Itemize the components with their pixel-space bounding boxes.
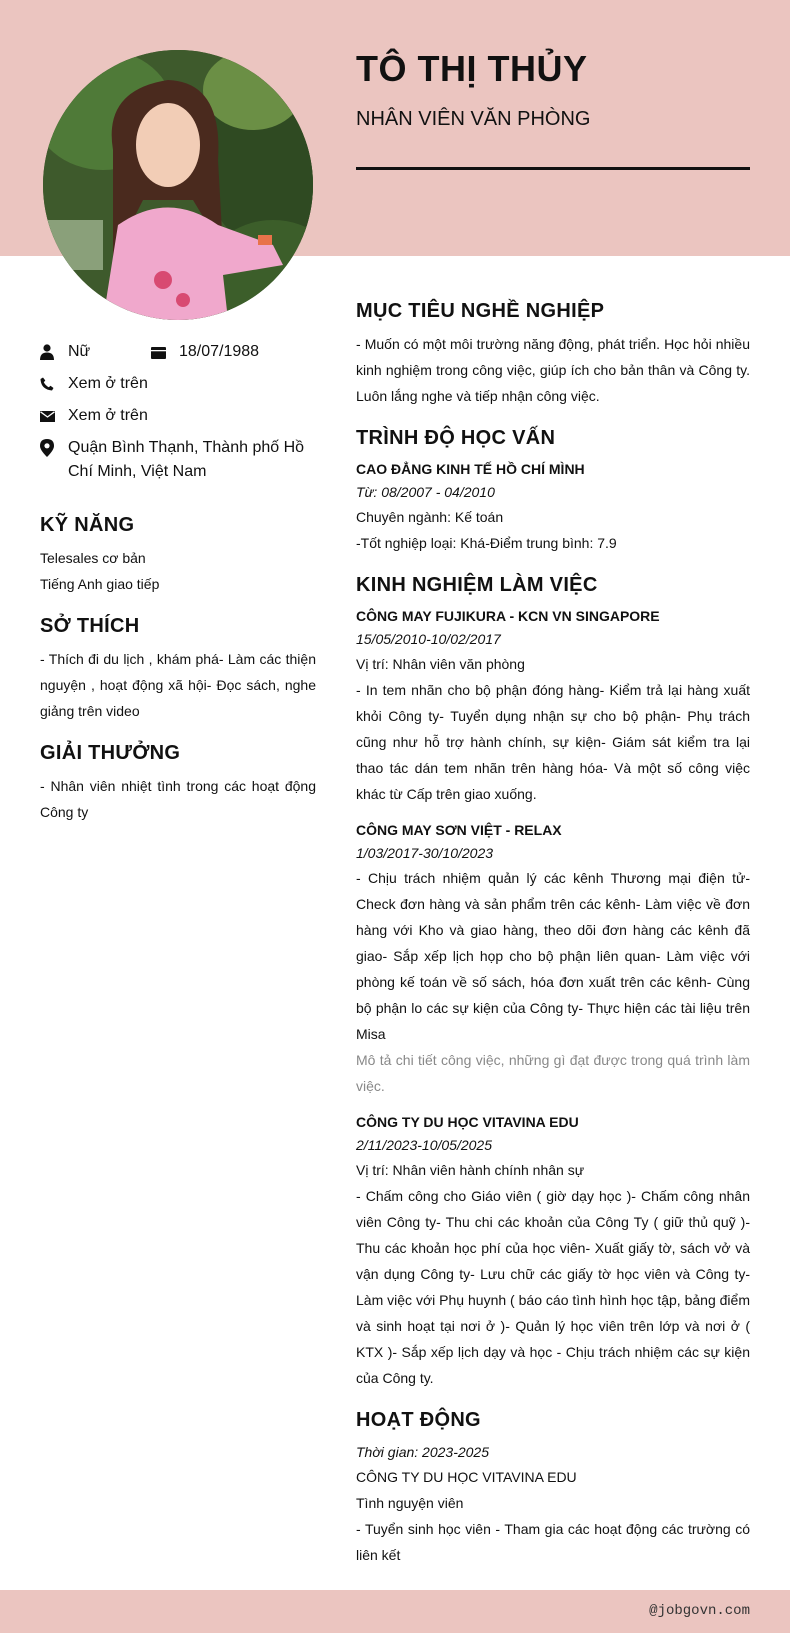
job-note: Mô tả chi tiết công việc, những gì đạt được trong quá trình làm việc. — [356, 1052, 750, 1094]
left-column — [40, 340, 316, 825]
awards-text: - Nhân viên nhiệt tình trong các hoạt động Công ty — [40, 778, 316, 820]
job-description: - Chấm công cho Giáo viên ( giờ dạy học )- Chấm công nhân viên Công ty- Thu chi các khoản của Công Ty ( giữ thủ quỹ )- Thu các khoản học phí của học viên- Xuất giấy tờ, sách vở và vận dụng Công ty- Lưu chữ các giấy tờ học viên và Công ty- Làm việc với Phụ huynh ( báo cáo tình hình học tập, bảng điểm và sinh hoạt tại nơi ở )- Quản lý học viên trên lớp và nơi ở ( KTX )- Sắp xếp lịch dạy và học - Chịu trách nhiệm các sự kiện của Công ty. — [356, 1188, 750, 1386]
skills-section — [40, 514, 316, 597]
education-grade: -Tốt nghiệp loại: Khá-Điểm trung bình: 7.9 — [356, 535, 617, 551]
activity-org: CÔNG TY DU HỌC VITAVINA EDU — [356, 1469, 577, 1485]
job-description: - Chịu trách nhiệm quản lý các kênh Thương mại điện tử- Check đơn hàng và sản phẩm trên các kênh- Làm việc về đơn hàng với Kho và giao hàng, theo dõi đơn hàng các kênh đã giao- Sắp xếp lịch họp cho bộ phận liên quan- Làm việc với phòng kế toán về số sách, hóa đơn xuất trên các kênh- Cùng bộ phận lo các sự kiện của Công ty- Thực hiện các tài liệu trên Misa — [356, 870, 750, 1042]
school-name: CAO ĐẲNG KINH TẾ HỒ CHÍ MÌNH — [356, 461, 585, 477]
calendar-icon — [151, 340, 179, 364]
job-entry — [356, 819, 750, 1099]
job-position: Vị trí: Nhân viên hành chính nhân sự — [356, 1162, 585, 1178]
job-company: CÔNG MAY SƠN VIỆT - RELAX — [356, 822, 562, 838]
job-period: 1/03/2017-30/10/2023 — [356, 845, 494, 861]
gender-birthdate-row — [40, 340, 316, 364]
candidate-name: TÔ THỊ THỦY — [356, 48, 588, 89]
objective-text: - Muốn có một môi trường năng động, phát triển. Học hỏi nhiều kinh nghiệm trong công việc, giúp ích cho bản thân và Công ty. Luôn lắng nghe và tiếp nhận công việc. — [356, 336, 750, 404]
phone-icon — [40, 372, 68, 396]
job-entry — [356, 605, 750, 807]
experience-title: KINH NGHIỆM LÀM VIỆC — [356, 574, 598, 596]
phone-row — [40, 372, 316, 396]
job-company: CÔNG TY DU HỌC VITAVINA EDU — [356, 1114, 579, 1130]
address-row — [40, 436, 316, 484]
person-icon — [40, 340, 68, 364]
hobbies-text: - Thích đi du lịch , khám phá- Làm các thiện nguyện , hoạt động xã hội- Đọc sách, nghe giảng trên video — [40, 651, 316, 719]
right-column — [356, 300, 750, 1586]
job-period: 2/11/2023-10/05/2025 — [356, 1137, 492, 1153]
gender-value: Nữ — [68, 343, 91, 360]
job-description: - In tem nhãn cho bộ phận đóng hàng- Kiểm trả lại hàng xuất khỏi Công ty- Tuyển dụng nhận sự cho bộ phận- Phụ trách cũng như hỗ trợ hành chính, sự kiện- Giám sát kiểm tra lại thao tác dán tem nhãn trên hàng hóa- Và một số công việc khác từ Cấp trên giao xuống. — [356, 682, 750, 802]
job-position: Vị trí: Nhân viên văn phòng — [356, 656, 525, 672]
experience-section — [356, 574, 750, 1391]
title-divider — [356, 167, 750, 170]
email-row — [40, 404, 316, 428]
activities-title: HOẠT ĐỘNG — [356, 1409, 481, 1431]
education-title: TRÌNH ĐỘ HỌC VẤN — [356, 427, 556, 449]
education-section — [356, 427, 750, 556]
education-period: Từ: 08/2007 - 04/2010 — [356, 484, 495, 500]
footer-watermark: @jobgovn.com — [649, 1603, 750, 1619]
activity-role: Tình nguyện viên — [356, 1495, 464, 1511]
activity-period: Thời gian: 2023-2025 — [356, 1444, 489, 1460]
address-value: Quận Bình Thạnh, Thành phố Hồ Chí Minh, Việt Nam — [68, 439, 305, 480]
mail-icon — [40, 404, 68, 428]
job-entry — [356, 1111, 750, 1391]
awards-title: GIẢI THƯỞNG — [40, 742, 181, 764]
objective-title: MỤC TIÊU NGHỀ NGHIỆP — [356, 300, 605, 322]
job-company: CÔNG MAY FUJIKURA - KCN VN SINGAPORE — [356, 608, 660, 624]
job-period: 15/05/2010-10/02/2017 — [356, 631, 501, 647]
profile-photo — [43, 50, 313, 320]
objective-section — [356, 300, 750, 409]
activities-section — [356, 1409, 750, 1568]
hobbies-section — [40, 615, 316, 724]
skill-item: Tiếng Anh giao tiếp — [40, 576, 160, 592]
education-major: Chuyên ngành: Kế toán — [356, 509, 504, 525]
email-value: Xem ở trên — [68, 407, 148, 424]
awards-section — [40, 742, 316, 825]
candidate-title: NHÂN VIÊN VĂN PHÒNG — [356, 108, 591, 130]
skill-item: Telesales cơ bản — [40, 550, 146, 566]
hobbies-title: SỞ THÍCH — [40, 615, 140, 637]
activity-description: - Tuyển sinh học viên - Tham gia các hoạt động các trường có liên kết — [356, 1521, 750, 1563]
birthdate-value: 18/07/1988 — [179, 343, 260, 360]
phone-value: Xem ở trên — [68, 375, 148, 392]
location-pin-icon — [40, 436, 68, 460]
skills-title: KỸ NĂNG — [40, 514, 135, 536]
